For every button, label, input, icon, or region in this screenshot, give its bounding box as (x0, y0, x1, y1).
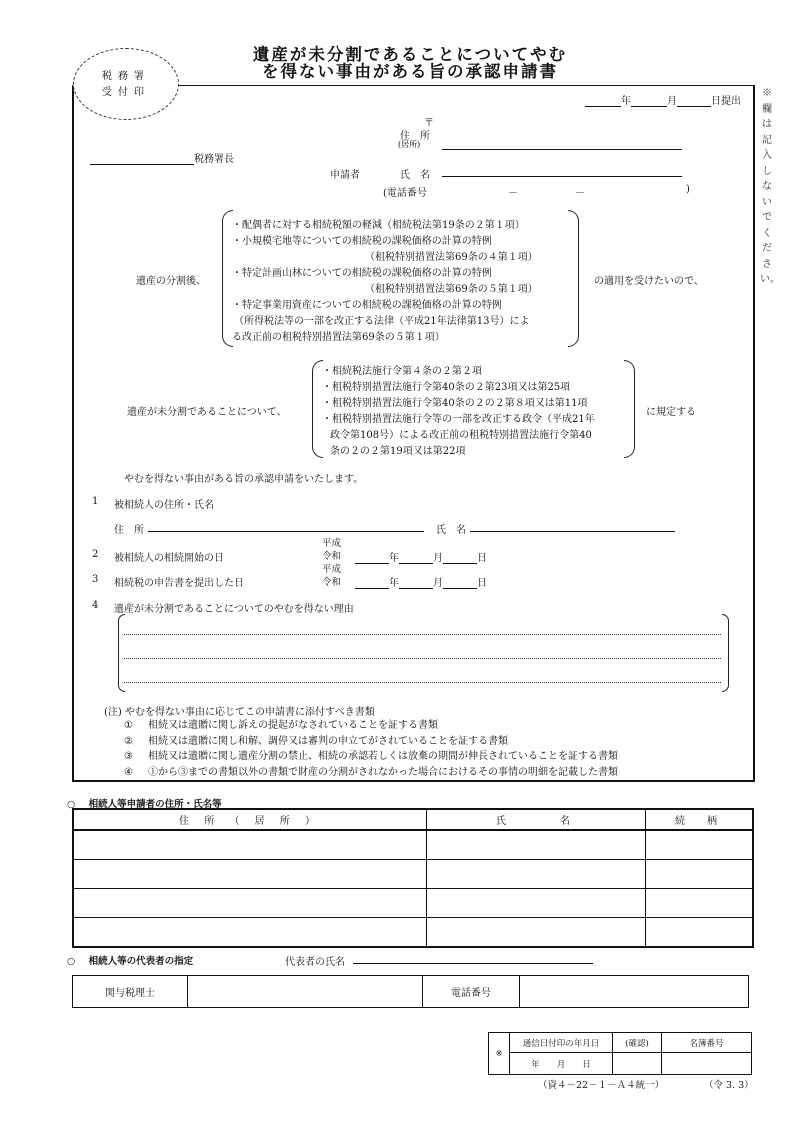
postmark-date-header: 通信日付印の年月日 (510, 1033, 613, 1053)
undivided-lead: 遺産が未分割であることについて、 (127, 407, 287, 418)
office-use-mark: ※ (489, 1033, 510, 1075)
heirs-heading: ○ 相続人等申請者の住所・氏名等 (67, 799, 222, 810)
item1-number: 1 (92, 496, 99, 507)
confirmation-cell (613, 1053, 662, 1075)
form-version: （令 3. 3） (704, 1080, 754, 1091)
column-header-name: 氏 名 (427, 809, 646, 830)
day-field[interactable] (443, 588, 477, 589)
right-brace (624, 360, 635, 458)
heir-address-cell[interactable] (73, 889, 427, 918)
reason-line-1[interactable] (124, 634, 721, 635)
phone-label: (電話番号 (383, 188, 427, 199)
decedent-name-label: 氏 名 (436, 525, 466, 536)
month-field[interactable] (399, 588, 433, 589)
receipt-stamp-area: 税務署 受付印 (73, 48, 179, 120)
month-field[interactable] (631, 106, 667, 107)
heir-address-cell[interactable] (73, 918, 427, 948)
applicant-name-label: 氏 名 (400, 170, 430, 181)
phone-separator: － (575, 188, 585, 199)
column-header-relationship: 続 柄 (646, 809, 754, 830)
heirs-table (72, 808, 754, 948)
item3-number: 3 (92, 574, 99, 585)
left-bracket (118, 614, 125, 692)
inheritance-start-date: 年 月 日 (355, 549, 487, 564)
heir-relationship-cell[interactable] (646, 918, 754, 948)
heir-name-cell[interactable] (427, 918, 646, 948)
item2-label: 被相続人の相続開始の日 (114, 553, 224, 564)
right-brace (568, 210, 579, 347)
postmark-date-cell: 年 月 日 (510, 1053, 613, 1075)
applicant-name-field[interactable] (442, 164, 682, 177)
confirmation-header: (確認) (613, 1033, 662, 1053)
applicant-address-field[interactable] (442, 137, 682, 150)
undivided-provisions: ・相続税法施行令第４条の２第２項 ・租税特別措置法施行令第40条の２第23項又は第25項 ・租税特別措置法施行令第40条の２の２第８項又は第11項 ・租税特別措置法施行令等の一部を改正する政令（平成21年 政令第108号）による改正前の租税特別措置法施行令第40 条の２の２第19項又は第22項 (322, 366, 595, 457)
note-item: ③ 相続又は遺贈に関し遺産分割の禁止、相続の承認若しくは放棄の期間が伸長されていることを証する書類 (124, 751, 618, 762)
item3-label: 相続税の申告書を提出した日 (114, 578, 244, 589)
heir-name-cell[interactable] (427, 830, 646, 860)
year-field[interactable] (585, 106, 621, 107)
postal-mark: 〒 (424, 118, 434, 129)
right-bracket (722, 614, 729, 692)
table-row (73, 918, 753, 948)
table-row (73, 830, 753, 860)
decedent-name-field[interactable] (470, 519, 675, 532)
heir-relationship-cell[interactable] (646, 830, 754, 860)
office-use-table (488, 1032, 752, 1075)
representative-name-field[interactable] (353, 951, 593, 964)
after-division-lead: 遺産の分割後、 (136, 276, 206, 287)
tax-accountant-label: 関与税理士 (73, 976, 188, 1008)
undivided-trail: に規定する (646, 407, 696, 418)
month-field[interactable] (399, 563, 433, 564)
return-filed-date: 年 月 日 (355, 574, 487, 589)
heir-address-cell[interactable] (73, 830, 427, 860)
representative-name-label: 代表者の氏名 (285, 957, 345, 968)
accountant-phone-label: 電話番号 (423, 976, 520, 1008)
decedent-address-label: 住 所 (114, 525, 144, 536)
item4-number: 4 (92, 600, 99, 611)
note-item: ① 相続又は遺贈に関し訴えの提起がなされていることを証する書類 (124, 720, 438, 731)
phone-close: ) (686, 184, 690, 195)
after-division-provisions: ・配偶者に対する相続税額の軽減（相続税法第19条の２第１項） ・小規模宅地等についての相続税の課税価格の計算の特例 （租税特別措置法第69条の４第１項） ・特定計画山林についての相続税の課税価格の計算の特例 （租税特別措置法第69条の５第１項） ・特定事業用資産についての相続税の課税価格の計算の特例 （所得税法等の一部を改正する法律（平成21年法律第13号）によ る改正前の租税特別措置法第69条の５第１項） (232, 220, 538, 343)
applicant-role-label: 申請者 (330, 170, 360, 181)
year-field[interactable] (355, 588, 389, 589)
tax-accountant-table (72, 975, 749, 1008)
item4-label: 遺産が未分割であることについてのやむを得ない理由 (114, 604, 354, 615)
after-division-trail: の適用を受けたいので、 (594, 276, 704, 287)
form-code: （資４－22－１－Ａ４統一） (538, 1080, 665, 1091)
heir-relationship-cell[interactable] (646, 889, 754, 918)
heir-name-cell[interactable] (427, 889, 646, 918)
era-selector[interactable]: 平成 令和 (322, 538, 342, 562)
reason-line-2[interactable] (124, 658, 721, 659)
table-row (73, 889, 753, 918)
item1-label: 被相続人の住所・氏名 (114, 500, 214, 511)
note-item: ② 相続又は遺贈に関し和解、調停又は審判の申立てがされていることを証する書類 (124, 735, 508, 747)
tax-accountant-field[interactable] (188, 976, 423, 1008)
page-title: 遺産が未分割であることについてやむ を得ない事由がある旨の承認申請書 (252, 45, 568, 81)
table-row (73, 860, 753, 889)
register-number-cell (662, 1053, 752, 1075)
item2-number: 2 (92, 549, 99, 560)
address-sub-label: (居所) (398, 140, 421, 149)
accountant-phone-field[interactable] (520, 976, 749, 1008)
note-item: ④ ①から③までの書類以外の書類で財産の分割がされなかった場合におけるその事情の明細を記載した書類 (124, 766, 618, 778)
heir-name-cell[interactable] (427, 860, 646, 889)
notes-list (124, 718, 618, 780)
submission-date: 年 月 日提出 (585, 92, 741, 107)
heir-address-cell[interactable] (73, 860, 427, 889)
phone-separator: － (508, 188, 518, 199)
era-selector[interactable]: 平成 令和 (322, 564, 342, 588)
day-field[interactable] (677, 106, 711, 107)
reason-line-3[interactable] (124, 682, 721, 683)
heir-relationship-cell[interactable] (646, 860, 754, 889)
office-use-note: ※欄は記入しないでください。 (760, 88, 780, 285)
address-label: 住 所 (400, 131, 430, 142)
column-header-address: 住 所 （ 居 所 ） (73, 809, 427, 830)
day-field[interactable] (443, 563, 477, 564)
request-sentence: やむを得ない事由がある旨の承認申請をいたします。 (124, 474, 364, 485)
addressee: 税務署長 (90, 150, 234, 165)
representative-heading: ○ 相続人等の代表者の指定 (67, 956, 194, 967)
tax-office-field[interactable] (90, 164, 194, 165)
year-field[interactable] (355, 563, 389, 564)
decedent-address-field[interactable] (148, 519, 424, 532)
register-number-header: 名簿番号 (662, 1033, 752, 1053)
notes-header: (注) やむを得ない事由に応じてこの申請書に添付すべき書類 (104, 707, 375, 718)
